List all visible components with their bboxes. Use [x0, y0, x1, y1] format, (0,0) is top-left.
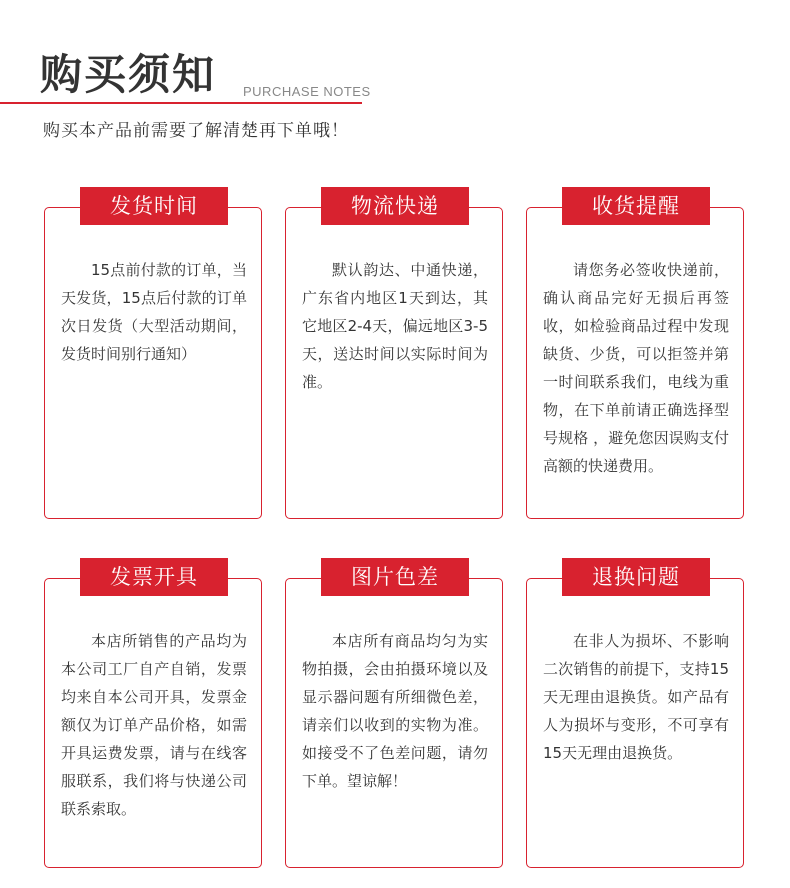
card-label: 物流快递: [321, 187, 469, 225]
card-text: 在非人为损坏、不影响二次销售的前提下，支持15天无理由退换货。如产品有人为损坏与变形，不可享有15天无理由退换货。: [543, 632, 729, 762]
card-label: 发票开具: [80, 558, 228, 596]
card-text: 本店所销售的产品均为本公司工厂自产自销，发票均来自本公司开具，发票金额仅为订单产品价格，如需开具运费发票，请与在线客服联系，我们将与快递公司联系索取。: [61, 632, 247, 818]
card-text: 本店所有商品均匀为实物拍摄，会由拍摄环境以及显示器问题有所细微色差，请亲们以收到的实物为准。如接受不了色差问题，请勿下单。望谅解！: [302, 632, 488, 790]
card-text: 请您务必签收快递前，确认商品完好无损后再签收，如检验商品过程中发现缺货、少货，可以拒签并第一时间联系我们，电线为重物，在下单前请正确选择型号规格 ，避免您因误购支付高额的快递费用。: [543, 261, 729, 475]
card-label: 发货时间: [80, 187, 228, 225]
card-returns: [526, 565, 744, 868]
card-logistics: [285, 194, 503, 519]
card-receipt-reminder: [526, 194, 744, 519]
page-subtitle: PURCHASE NOTES: [243, 84, 371, 99]
card-label: 退换问题: [562, 558, 710, 596]
title-underline: [0, 102, 362, 104]
card-text: 默认韵达、中通快递，广东省内地区1天到达，其它地区2-4天，偏远地区3-5天，送达时间以实际时间为准。: [302, 261, 488, 391]
intro-text: 购买本产品前需要了解清楚再下单哦！: [43, 121, 349, 141]
page-title: 购买须知: [40, 50, 217, 99]
card-label: 图片色差: [321, 558, 469, 596]
card-color-difference: [285, 565, 503, 868]
card-shipping-time: [44, 194, 262, 519]
card-text: 15点前付款的订单，当天发货，15点后付款的订单次日发货（大型活动期间，发货时间别行通知）: [61, 261, 247, 363]
card-invoice: [44, 565, 262, 868]
card-label: 收货提醒: [562, 187, 710, 225]
